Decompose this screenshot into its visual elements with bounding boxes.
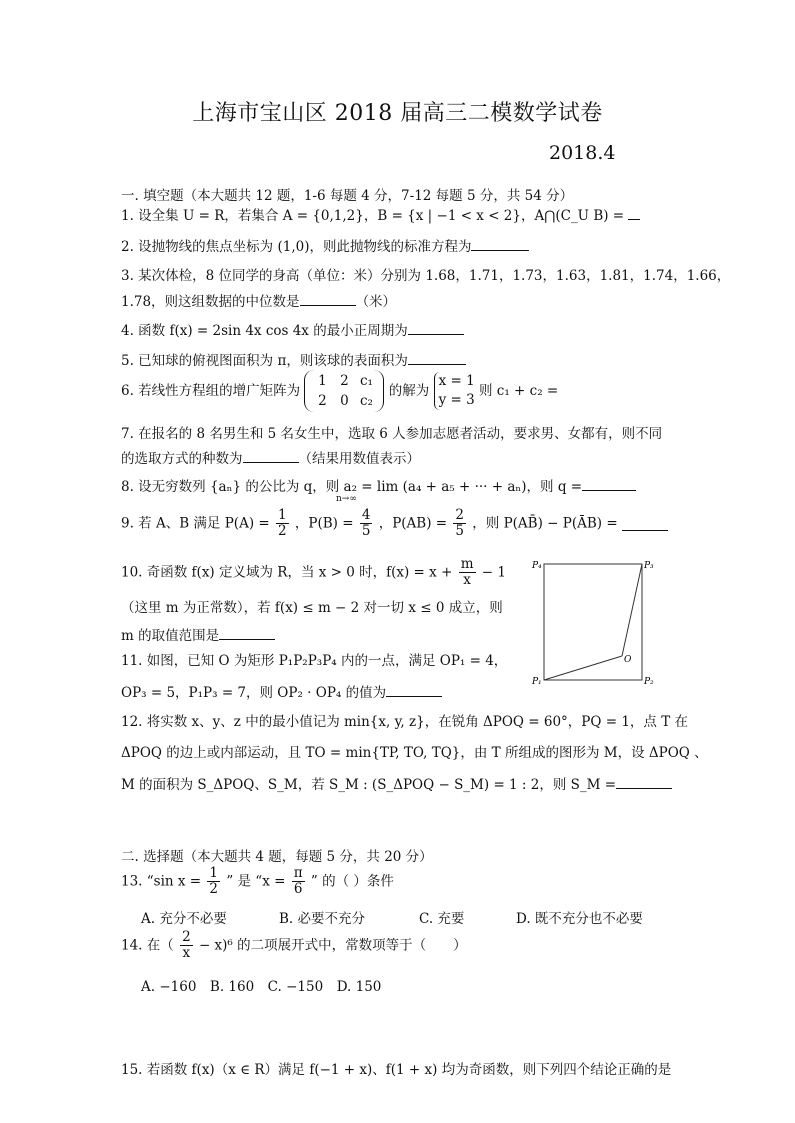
q13-option-a: A. 充分不必要	[141, 911, 227, 927]
question-13: 13. “sin x = $\frac{1}{2}$ ” 是 “x = $\frac{\pi}{6}$ ” 的（ ）条件	[121, 865, 394, 897]
section2-heading: 二. 选择题（本大题共 4 题，每题 5 分，共 20 分）	[121, 849, 433, 865]
page-title: 上海市宝山区 2018 届高三二模数学试卷	[192, 101, 603, 126]
question-12-line1: 12. 将实数 x、y、z 中的最小值记为 min{x, y, z}，在锐角 ΔPOQ = 60°，PQ = 1，点 T 在	[121, 714, 689, 730]
question-3-line2: 1.78，则这组数据的中位数是 （米）	[121, 294, 397, 310]
question-9: 9. 若 A、B 满足 P(A) = $\frac{1}{2}$ ，P(B) = $\frac{4}{5}$ ，P(AB) = $\frac{2}{5}$ ，则 P(AB̄) − P(ĀB) =	[121, 508, 668, 539]
q13-option-b: B. 必要不充分	[279, 911, 366, 927]
question-11-line1: 11. 如图，已知 O 为矩形 P₁P₂P₃P₄ 内的一点，满足 OP₁ = 4，	[121, 653, 508, 669]
question-10-line3: m 的取值范围是	[121, 626, 275, 646]
question-5: 5. 已知球的俯视图面积为 π，则该球的表面积为	[121, 351, 466, 371]
question-1: 1. 设全集 U = R，若集合 A = {0,1,2}，B = {x | −1 < x < 2}，A⋂(C_U B) =	[121, 206, 640, 226]
limit-subscript: n→∞	[336, 494, 357, 504]
question-7-line2: 的选取方式的种数为 （结果用数值表示）	[121, 451, 420, 467]
section1-heading: 一. 填空题（本大题共 12 题，1-6 每题 4 分，7-12 每题 5 分，共 54 分）	[121, 188, 574, 204]
question-8: 8. 设无穷数列 {aₙ} 的公比为 q，则 a₂ = lim (a₄ + a₅ + ··· + aₙ)，则 q =	[121, 477, 636, 497]
question-10-line2: （这里 m 为正常数），若 f(x) ≤ m − 2 对一切 x ≤ 0 成立，则	[121, 600, 503, 616]
q13-option-d: D. 既不充分也不必要	[516, 911, 643, 927]
q14-options: A. −160 B. 160 C. −150 D. 150	[141, 979, 382, 995]
label-p1: P₁	[532, 677, 542, 687]
question-4: 4. 函数 f(x) = 2sin 4x cos 4x 的最小正周期为	[121, 321, 464, 341]
label-o: O	[624, 655, 632, 665]
question-2: 2. 设抛物线的焦点坐标为 (1,0)，则此抛物线的标准方程为	[121, 237, 529, 257]
rectangle-figure	[530, 556, 660, 688]
question-6: 6. 若线性方程组的增广矩阵为 1 2 c₁ 2 0 c₂ 的解为 x = 1 y = 3 则 c₁ + c₂ =	[121, 370, 558, 412]
question-3-line1: 3. 某次体检，8 位同学的身高（单位：米）分别为 1.68，1.71，1.73，1.63，1.81，1.74，1.66，	[121, 268, 731, 284]
label-p4: P₄	[532, 561, 542, 571]
question-7-line1: 7. 在报名的 8 名男生和 5 名女生中，选取 6 人参加志愿者活动，要求男、女都有，则不同	[121, 426, 663, 442]
equation-system: x = 1 y = 3	[434, 372, 475, 410]
label-p3: P₃	[644, 561, 654, 571]
augmented-matrix: 1 2 c₁ 2 0 c₂	[304, 370, 384, 412]
question-12-line3: M 的面积为 S_ΔPOQ、S_M，若 S_M : (S_ΔPOQ − S_M) = 1 : 2，则 S_M =	[121, 775, 672, 795]
question-14: 14. 在（ $\frac{2}{x}$ − x)⁶ 的二项展开式中，常数项等于（ ）	[121, 929, 467, 961]
exam-date: 2018.4	[549, 142, 616, 164]
label-p2: P₂	[644, 677, 654, 687]
q13-option-c: C. 充要	[419, 911, 465, 927]
question-15: 15. 若函数 f(x)（x ∈ R）满足 f(−1 + x)、f(1 + x) 均为奇函数，则下列四个结论正确的是	[121, 1062, 672, 1078]
question-11-line2: OP₃ = 5，P₁P₃ = 7，则 OP₂ · OP₄ 的值为	[121, 683, 442, 703]
question-12-line2: ΔPOQ 的边上或内部运动，且 TO = min{TP, TO, TQ}，由 T 所组成的图形为 M，设 ΔPOQ 、	[121, 745, 708, 761]
question-10-line1: 10. 奇函数 f(x) 定义域为 R，当 x > 0 时，f(x) = x + $\frac{m}{x}$ − 1	[121, 556, 506, 588]
